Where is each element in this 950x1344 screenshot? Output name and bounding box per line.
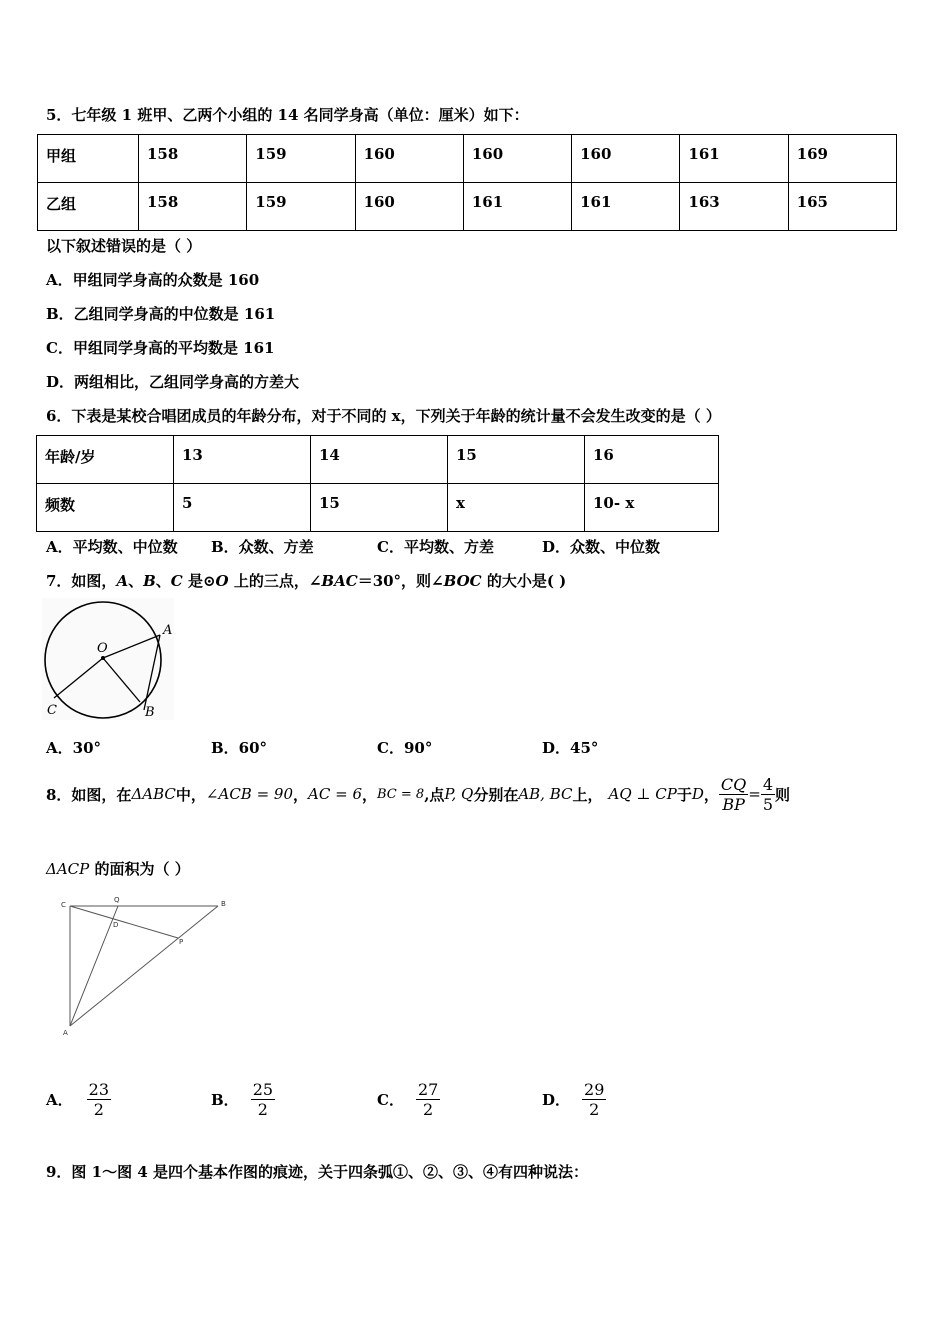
q7-stem-point: A [116, 572, 129, 590]
q8-stem-math: = [748, 785, 761, 803]
fraction-denominator: BP [722, 794, 745, 814]
table-cell: 10- x [585, 484, 719, 532]
fraction-numerator: 29 [584, 1079, 605, 1099]
q6-option-c: C．平均数、方差 [377, 538, 494, 556]
q8-stem-text: 则 [775, 785, 791, 804]
q6-option-b: B．众数、方差 [211, 538, 314, 556]
q7-stem-text: 的大小是( ) [481, 572, 567, 590]
q5-option-d: D．两组相比，乙组同学身高的方差大 [46, 373, 300, 391]
q8-stem-text: ,点 [424, 785, 445, 804]
q6-stem: 6．下表是某校合唱团成员的年龄分布，对于不同的 x，下列关于年龄的统计量不会发生改变的是（ ） [46, 407, 721, 425]
q8-value-fraction [761, 775, 775, 814]
option-fraction [582, 1080, 606, 1119]
option-fraction [416, 1080, 440, 1119]
q8-stem [46, 772, 790, 816]
q8-stem-text: 上， [572, 785, 603, 804]
table-row [38, 135, 897, 183]
table-cell: 15 [448, 436, 585, 484]
fraction-numerator: 25 [252, 1079, 274, 1099]
fraction-denominator: 2 [257, 1099, 268, 1119]
q7-stem-text: 7．如图， [46, 572, 117, 590]
q8-option-b [211, 1075, 275, 1123]
option-label: D． [542, 1090, 571, 1109]
table-cell: 163 [680, 183, 788, 231]
option-label: B． [211, 1090, 239, 1109]
q8-stem-math: ΔACP [46, 860, 90, 878]
label-b: B [221, 900, 226, 908]
label-o: O [97, 641, 108, 656]
q5-stem: 5．七年级 1 班甲、乙两个小组的 14 名同学身高（单位：厘米）如下： [46, 106, 529, 124]
table-cell: 15 [311, 484, 448, 532]
table-cell: 13 [174, 436, 311, 484]
q8-stem-math: ∠ACB = 90 [205, 785, 294, 803]
table-cell: 165 [788, 183, 896, 231]
table-cell: 158 [139, 183, 247, 231]
table-cell: 169 [788, 135, 896, 183]
q7-stem-text: 、 [155, 572, 171, 590]
q7-stem-text: ＝30°，则∠ [357, 572, 444, 590]
table-row [38, 183, 897, 231]
q5-table [37, 134, 897, 231]
option-fraction [87, 1080, 111, 1119]
table-cell: 160 [463, 135, 571, 183]
q8-stem-text: 于 [676, 785, 692, 804]
fraction-numerator: 23 [88, 1079, 109, 1099]
fraction-denominator: 5 [762, 794, 774, 814]
q8-option-a [46, 1075, 111, 1123]
q8-stem-text: 的面积为（ ） [89, 860, 190, 878]
table-cell: 159 [247, 135, 355, 183]
q7-stem-point: O [215, 572, 229, 590]
option-fraction [251, 1080, 275, 1119]
q7-stem-point: B [143, 572, 156, 590]
segment-cp [70, 906, 178, 938]
q8-option-d [542, 1075, 606, 1123]
label-q: Q [114, 896, 120, 904]
table-row [37, 436, 719, 484]
q7-option-d: D．45° [542, 739, 599, 757]
table-cell: 乙组 [38, 183, 139, 231]
table-cell: 14 [311, 436, 448, 484]
segment-ab [70, 906, 218, 1026]
q8-stem-text: ， [703, 785, 719, 804]
fraction-numerator: 27 [417, 1079, 439, 1099]
q8-stem-text: 8．如图，在 [46, 785, 132, 804]
label-c: C [61, 901, 66, 909]
table-cell: x [448, 484, 585, 532]
q8-stem-text: ， [293, 785, 309, 804]
fraction-denominator: 2 [589, 1099, 600, 1119]
q8-stem-math: AC = 6 [308, 785, 362, 803]
fraction-denominator: 2 [93, 1099, 104, 1119]
option-label: C． [377, 1090, 404, 1109]
q8-triangle-figure [56, 896, 236, 1038]
table-cell: 5 [174, 484, 311, 532]
label-a: A [63, 1029, 68, 1037]
q7-option-b: B．60° [211, 739, 268, 757]
q8-ratio-fraction [719, 775, 748, 814]
q7-stem-text: 是⊙ [182, 572, 216, 590]
q7-stem-angle: BOC [443, 572, 482, 590]
q5-option-b: B．乙组同学身高的中位数是 161 [46, 305, 276, 323]
table-cell: 161 [680, 135, 788, 183]
q7-circle-figure [42, 598, 174, 720]
q6-option-a: A．平均数、中位数 [46, 538, 178, 556]
center-dot [101, 656, 105, 660]
label-b: B [145, 705, 155, 720]
q7-stem-point: C [170, 572, 183, 590]
label-p: P [179, 938, 184, 946]
q8-stem-line2 [46, 858, 190, 879]
segment-aq [70, 906, 118, 1026]
option-label: A． [46, 1090, 73, 1109]
table-cell: 甲组 [38, 135, 139, 183]
q8-stem-text: 中， [175, 785, 206, 804]
label-c: C [47, 703, 57, 718]
q8-option-c [377, 1075, 440, 1123]
label-d: D [113, 921, 119, 929]
q7-option-a: A．30° [46, 739, 102, 757]
q8-stem-math: BC = 8 [377, 786, 425, 802]
q8-stem-text: 分别在 [473, 785, 519, 804]
q5-option-a: A．甲组同学身高的众数是 160 [46, 271, 260, 289]
q5-option-c: C．甲组同学身高的平均数是 161 [46, 339, 275, 357]
q8-stem-math: P, Q [444, 785, 474, 803]
table-cell: 160 [355, 183, 463, 231]
q6-table [36, 435, 719, 532]
q8-stem-math: D [691, 785, 704, 803]
table-cell: 161 [463, 183, 571, 231]
q8-stem-math: AQ ⊥ CP [608, 785, 677, 803]
q8-stem-math: ΔABC [131, 785, 176, 803]
q7-stem-text: 、 [128, 572, 144, 590]
table-cell: 160 [355, 135, 463, 183]
fraction-numerator: CQ [720, 774, 747, 794]
q7-stem-text: 上的三点，∠ [228, 572, 322, 590]
table-cell: 频数 [37, 484, 174, 532]
table-cell: 160 [572, 135, 680, 183]
q9-stem: 9．图 1～图 4 是四个基本作图的痕迹，关于四条弧①、②、③、④有四种说法： [46, 1163, 588, 1181]
table-cell: 159 [247, 183, 355, 231]
table-cell: 161 [572, 183, 680, 231]
q6-option-d: D．众数、中位数 [542, 538, 661, 556]
table-cell: 年龄/岁 [37, 436, 174, 484]
fraction-denominator: 2 [423, 1099, 434, 1119]
q7-stem-angle: BAC [321, 572, 358, 590]
table-cell: 16 [585, 436, 719, 484]
fraction-numerator: 4 [762, 774, 774, 794]
q8-stem-text: ， [362, 785, 378, 804]
table-cell: 158 [139, 135, 247, 183]
label-a: A [163, 623, 173, 638]
q7-stem [46, 570, 566, 591]
q5-question: 以下叙述错误的是（ ） [46, 237, 202, 255]
table-row [37, 484, 719, 532]
q8-stem-math: AB, BC [518, 785, 573, 803]
q7-option-c: C．90° [377, 739, 433, 757]
